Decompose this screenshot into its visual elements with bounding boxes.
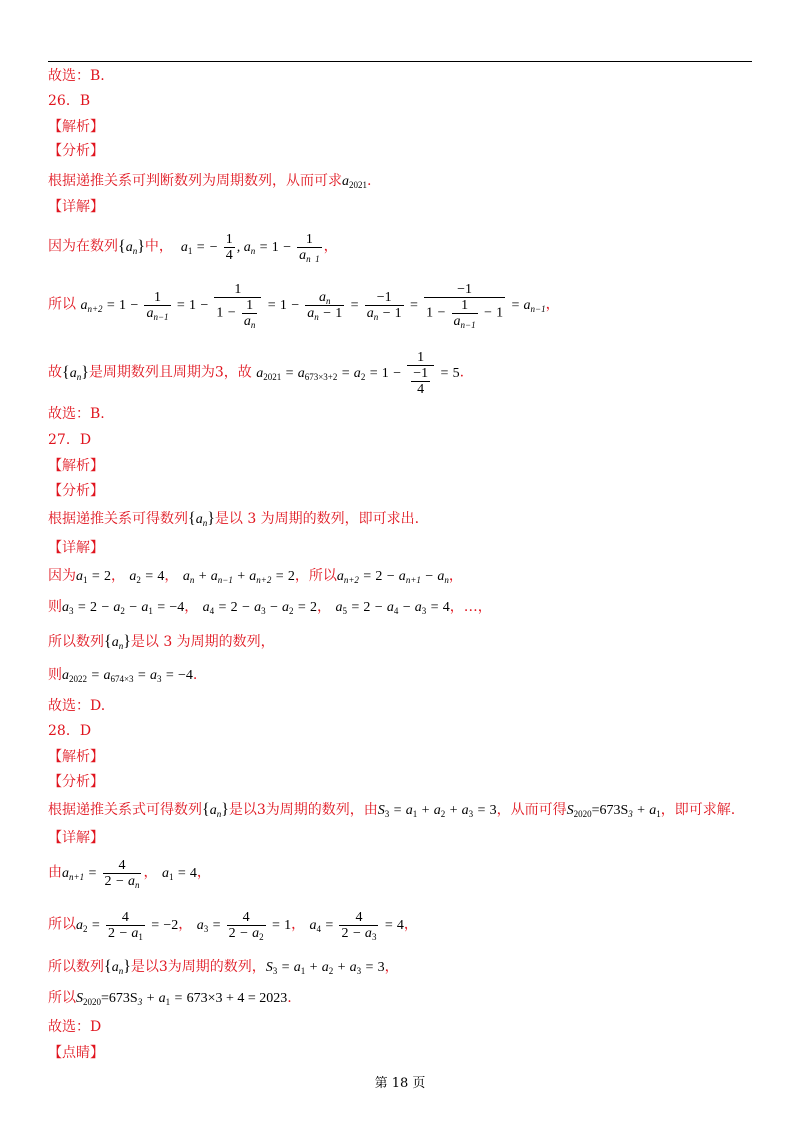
analysis-text: 根据递推关系可判断数列为周期数列，从而可求$a_{2021}$.	[48, 173, 372, 190]
section-fenxi: 【分析】	[48, 143, 104, 159]
detail-line: 因为在数列$\{a_n\}$中， $a_1$ = − $\frac{1}{4}$ , $a_n = 1$ − $\frac{1}{a_{n 1}}$ ，	[48, 232, 338, 264]
section-jiexi: 【解析】	[48, 458, 104, 474]
detail-line: 所以 $a_{n+2} = 1$ − $\frac{1}{a_{n-1}}$ = 1 − 1 1 − $\frac{1}{a_n}$ = 1 − $\frac{a_n}{a_n - 1}$ = $\frac{-1}{a_n - 1}$ = −1 1 − $\frac{1}{a_{n-1}}$ − 1 = $a_{n-1}$，	[48, 282, 560, 330]
detail-line: 故$\{a_n\}$是周期数列且周期为3，故 $a_{2021} = a_{673\times 3+2} = a_2 = 1$ − $\frac{1}{\frac{-1}{4}}$ = 5.	[48, 350, 465, 397]
detail-line: 则$a_{2022} = a_{674\times 3} = a_3 = -4$.	[48, 667, 198, 684]
detail-line: 所以$S_{2020}=673S_3 + a_1 = 673\times 3 + 4 = 2023$.	[48, 990, 292, 1007]
answer-line: 故选：B.	[48, 406, 105, 422]
section-xiangjie: 【详解】	[48, 830, 104, 846]
detail-line: 由$a_{n+1}$ = $\frac{4}{2 - a_n}$ ， $a_1 = 4$，	[48, 858, 211, 890]
section-dianjing: 【点睛】	[48, 1045, 104, 1061]
detail-line: 因为$a_1 = 2$， $a_2 = 4$， $a_n + a_{n-1} + a_{n+2} = 2$，所以$a_{n+2} = 2 - a_{n+1} - a_n$，	[48, 568, 463, 585]
analysis-text: 根据递推关系可得数列$\{a_n\}$是以 3 为周期的数列，即可求出.	[48, 510, 420, 528]
question-number: 27．D	[48, 432, 92, 448]
detail-line: 所以数列$\{a_n\}$是以3为周期的数列，$S_3 = a_1 + a_2 + a_3 = 3$，	[48, 958, 399, 976]
question-number: 28．D	[48, 723, 92, 739]
answer-line: 故选：D.	[48, 698, 106, 714]
answer-line: 故选：D	[48, 1019, 102, 1035]
analysis-text: 根据递推关系式可得数列$\{a_n\}$是以3为周期的数列，由$S_3 = a_1 + a_2 + a_3 = 3$，从而可得$S_{2020}=673S_3 + a_1$，即可求解.	[48, 801, 736, 819]
section-jiexi: 【解析】	[48, 119, 104, 135]
section-fenxi: 【分析】	[48, 774, 104, 790]
section-xiangjie: 【详解】	[48, 199, 104, 215]
section-jiexi: 【解析】	[48, 749, 104, 765]
detail-line: 所以$a_2$ = $\frac{4}{2 - a_1}$ = −2， $a_3$ = $\frac{4}{2 - a_2}$ = 1， $a_4$ = $\frac{4}{2 - a_3}$ = 4，	[48, 910, 418, 942]
section-fenxi: 【分析】	[48, 483, 104, 499]
detail-line: 所以数列$\{a_n\}$是以 3 为周期的数列，	[48, 633, 275, 651]
header-rule	[48, 61, 752, 62]
detail-line: 则$a_3 = 2 - a_2 - a_1 = -4$， $a_4 = 2 - a_3 - a_2 = 2$， $a_5 = 2 - a_4 - a_3 = 4$，…，	[48, 599, 492, 616]
section-xiangjie: 【详解】	[48, 540, 104, 556]
question-number: 26．B	[48, 93, 91, 109]
page-number: 第 18 页	[374, 1076, 426, 1091]
answer-line: 故选：B.	[48, 68, 105, 84]
